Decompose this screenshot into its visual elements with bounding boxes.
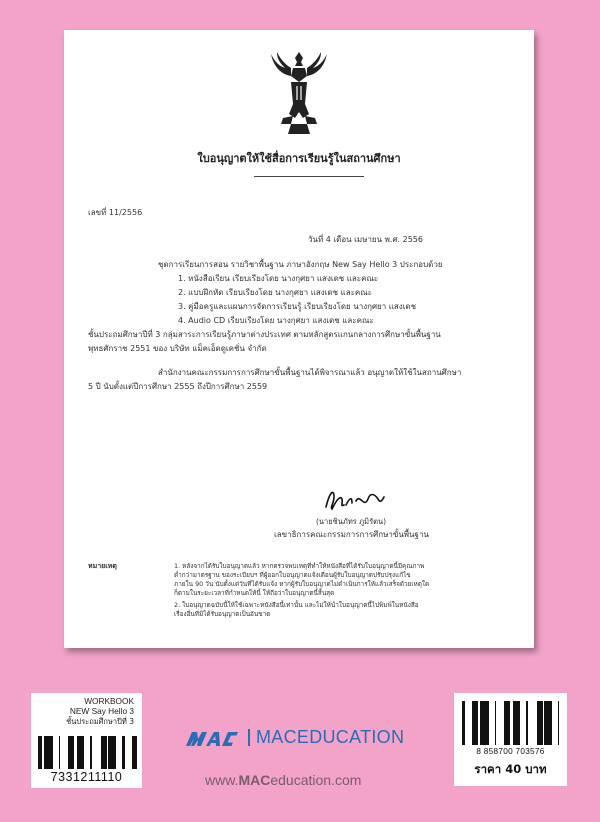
- title-underline: [254, 176, 364, 177]
- note-line: ภายใน 90 วัน นับตั้งแต่วันที่ได้รับแจ้ง หากผู้รับใบอนุญาตไม่ดำเนินการให้แล้วเสร็จด้วยเหตุใด: [174, 580, 430, 588]
- list-item: 2. แบบฝึกหัด เรียบเรียงโดย นางกุศยา แสงเดช และคณะ: [178, 288, 372, 297]
- website-prefix: www.: [205, 772, 239, 788]
- paragraph-line: 5 ปี นับตั้งแต่ปีการศึกษา 2555 ถึงปีการศึกษา 2559: [88, 382, 268, 391]
- brand-name: MACEDUCATION: [256, 727, 405, 747]
- website-suffix: education.com: [270, 772, 362, 788]
- document-title: ใบอนุญาตให้ใช้สื่อการเรียนรู้ในสถานศึกษา: [197, 152, 401, 165]
- document-date: วันที่ 4 เดือน เมษายน พ.ศ. 2556: [308, 235, 423, 244]
- list-item: 1. หนังสือเรียน เรียบเรียงโดย นางกุศยา แสงเดช และคณะ: [178, 274, 379, 283]
- note-line: ต่ำกว่ามาตรฐาน ของระเบียบฯ ที่ผู้ออกใบอนุญาตแจ้งเตือนผู้รับใบอนุญาตปรับปรุงแก้ไข: [174, 571, 411, 579]
- workbook-line2: NEW Say Hello 3: [69, 706, 134, 716]
- paragraph-line: ชั้นประถมศึกษาปีที่ 3 กลุ่มสาระการเรียนรู้ภาษาต่างประเทศ ตามหลักสูตรแกนกลางการศึกษาขั้นพื้นฐาน: [88, 330, 441, 339]
- isbn-number: 8 858700 703576: [476, 747, 545, 756]
- list-item: 3. คู่มือครูและแผนการจัดการเรียนรู้ เรียบเรียงโดย นางกุศยา แสงเดช: [178, 302, 417, 311]
- paragraph-line: พุทธศักราช 2551 ของ บริษัท แม็คเอ็ดดูเคชั่น จำกัด: [88, 344, 267, 353]
- workbook-line1: WORKBOOK: [84, 696, 134, 706]
- price: ราคา 40 บาท: [474, 762, 547, 776]
- paragraph-line: สำนักงานคณะกรรมการการศึกษาขั้นพื้นฐานได้พิจารณาแล้ว อนุญาตให้ใช้ในสถานศึกษา: [158, 368, 462, 377]
- note-line: ก็ตามในระยะเวลาที่กำหนดให้นี้ ให้ถือว่าใบอนุญาตนี้สิ้นสุด: [174, 589, 335, 597]
- workbook-line3: ชั้นประถมศึกษาปีที่ 3: [66, 717, 134, 726]
- workbook-label: [31, 693, 142, 788]
- note-label: หมายเหตุ: [88, 562, 117, 570]
- intro-line: ชุดการเรียนการสอน รายวิชาพื้นฐาน ภาษาอังกฤษ New Say Hello 3 ประกอบด้วย: [158, 260, 443, 269]
- barcode-isbn: [462, 701, 559, 745]
- note-line: 2. ใบอนุญาตฉบับนี้ให้ใช้เฉพาะหนังสือนี้เท่านั้น และไม่ให้นำใบอนุญาตนี้ไปพิมพ์ในหนังสือ: [174, 601, 419, 609]
- garuda-emblem: [269, 48, 329, 136]
- website: [205, 772, 361, 788]
- signature: [322, 487, 386, 513]
- mac-logo-icon: [186, 730, 242, 746]
- signer-name: (นายชินภัทร ภูมิรัตน): [316, 517, 387, 526]
- document-number: เลขที่ 11/2556: [88, 208, 143, 217]
- barcode-left: [38, 736, 137, 769]
- note-line: เรื่องอื่นที่มิได้รับอนุญาตเป็นอันขาด: [174, 610, 271, 618]
- license-document: [64, 30, 534, 648]
- signer-title: เลขาธิการคณะกรรมการการศึกษาขั้นพื้นฐาน: [274, 530, 429, 539]
- publisher-brand: [186, 727, 404, 748]
- list-item: 4. Audio CD เรียบเรียงโดย นางกุศยา แสงเดช และคณะ: [178, 316, 374, 325]
- brand-divider: [248, 729, 250, 746]
- price-label: [454, 693, 567, 786]
- website-brand: MAC: [238, 772, 271, 788]
- note-line: 1. หลังจากได้รับใบอนุญาตแล้ว หากตรวจพบเหตุที่ทำให้หนังสือที่ได้รับใบอนุญาตนี้มีคุณภาพ: [174, 562, 425, 570]
- barcode-number: 7331211110: [50, 770, 123, 784]
